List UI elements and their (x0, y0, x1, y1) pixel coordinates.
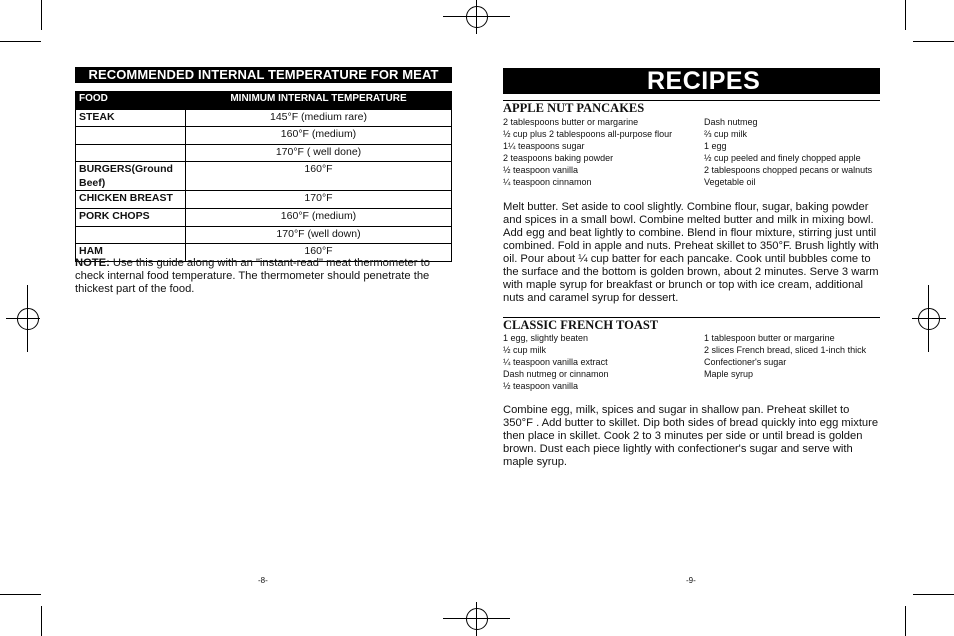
ingredients-right-french-toast (704, 332, 866, 380)
registration-circle (918, 308, 940, 330)
ingredient-item: Dash nutmeg or cinnamon (503, 369, 609, 379)
ingredient-item: ¼ teaspoon vanilla extract (503, 357, 608, 367)
note-label: NOTE: (75, 257, 110, 269)
ingredient-item: 2 tablespoons butter or margarine (503, 117, 639, 127)
temperature-cell: 170°F (186, 191, 452, 209)
ingredient-item: 1 egg, slightly beaten (503, 333, 589, 343)
ingredient-item: 1 egg (704, 141, 727, 151)
temperature-cell: 170°F ( well done) (186, 144, 452, 162)
ingredient-item: 2 teaspoons baking powder (503, 153, 614, 163)
ingredient-item: ½ cup peeled and finely chopped apple (704, 153, 861, 163)
ingredient-item: ¼ teaspoon cinnamon (503, 177, 592, 187)
temperature-cell: 160°F (186, 162, 452, 191)
ingredient-item: ½ teaspoon vanilla (503, 165, 579, 175)
page-number-left: -8- (258, 576, 268, 585)
registration-circle (466, 608, 488, 630)
recipes-title: RECIPES (503, 68, 880, 94)
page-number-right: -9- (686, 576, 696, 585)
ingredient-item: 2 slices French bread, sliced 1-inch thick (704, 345, 867, 355)
food-cell (76, 127, 186, 145)
directions-french-toast: Combine egg, milk, spices and sugar in shallow pan. Preheat skillet to 350°F . Add butter to skillet. Dip both sides of bread quickly into egg mixture then place in skillet. Cook 2 to 3 minutes per side or until bread is golden brown. Dust each piece lightly with confectioner's sugar and serve with maple syrup. (503, 404, 879, 468)
recipe-title-french-toast: CLASSIC FRENCH TOAST (503, 318, 659, 332)
ingredient-item: 1¼ teaspoons sugar (503, 141, 585, 151)
table-header-row (76, 92, 452, 110)
ingredient-item: ½ cup milk (503, 345, 547, 355)
crop-mark (41, 0, 42, 30)
crop-mark (0, 41, 41, 42)
crop-mark (913, 594, 954, 595)
table-row (76, 144, 452, 162)
table-row (76, 109, 452, 127)
column-header-food: FOOD (76, 92, 186, 110)
ingredients-left-pancakes (503, 116, 672, 188)
thermometer-note (75, 257, 455, 296)
table-row (76, 226, 452, 244)
table-row (76, 191, 452, 209)
registration-circle (17, 308, 39, 330)
ingredient-item: Dash nutmeg (704, 117, 758, 127)
ingredient-item: Maple syrup (704, 369, 754, 379)
recipe-title-pancakes: APPLE NUT PANCAKES (503, 101, 645, 115)
ingredient-item: 2 tablespoons chopped pecans or walnuts (704, 165, 873, 175)
food-cell: HAM (76, 244, 186, 262)
ingredient-item: ½ teaspoon vanilla (503, 381, 579, 391)
crop-mark (905, 0, 906, 30)
food-cell (76, 226, 186, 244)
crop-mark (913, 41, 954, 42)
registration-circle (466, 6, 488, 28)
temperature-cell: 145°F (medium rare) (186, 109, 452, 127)
meat-temperature-table (75, 91, 452, 262)
food-cell: STEAK (76, 109, 186, 127)
column-header-temperature: MINIMUM INTERNAL TEMPERATURE (186, 92, 452, 110)
temperature-cell: 160°F (186, 244, 452, 262)
ingredient-item: ½ cup plus 2 tablespoons all-purpose flour (503, 129, 673, 139)
temperature-cell: 160°F (medium) (186, 127, 452, 145)
temperature-cell: 170°F (well down) (186, 226, 452, 244)
food-cell: CHICKEN BREAST (76, 191, 186, 209)
table-row (76, 162, 452, 191)
meat-temperature-header: RECOMMENDED INTERNAL TEMPERATURE FOR MEAT (75, 67, 452, 83)
temperature-cell: 160°F (medium) (186, 208, 452, 226)
ingredients-right-pancakes (704, 116, 872, 188)
crop-mark (41, 606, 42, 636)
ingredient-item: Vegetable oil (704, 177, 756, 187)
food-cell: BURGERS(Ground Beef) (76, 162, 186, 191)
table-row (76, 127, 452, 145)
ingredient-item: Confectioner's sugar (704, 357, 787, 367)
directions-pancakes: Melt butter. Set aside to cool slightly. Combine flour, sugar, baking powder and spices in a small bowl. Combine melted butter and milk in mixing bowl. Add egg and beat lightly to combine. Blend in flour mixture, stirring just until combined. Fold in apple and nuts. Preheat skillet to 350°F. Brush lightly with oil. Pour about ¼ cup batter for each pancake. Cook until bubbles come to the surface and the bottom is golden brown, about 2 minutes. Serve 3 warm with maple syrup for breakfast or brunch or top with ice cream, additional nuts and caramel syrup for dessert. (503, 201, 879, 304)
ingredients-left-french-toast (503, 332, 609, 392)
food-cell: PORK CHOPS (76, 208, 186, 226)
crop-mark (905, 606, 906, 636)
crop-mark (0, 594, 41, 595)
food-cell (76, 144, 186, 162)
ingredient-item: ⅔ cup milk (704, 129, 748, 139)
note-text: Use this guide along with an "instant-read" meat thermometer to check internal food temperature. The thermometer should penetrate the thickest part of the food. (75, 257, 430, 295)
ingredient-item: 1 tablespoon butter or margarine (704, 333, 835, 343)
table-row (76, 208, 452, 226)
